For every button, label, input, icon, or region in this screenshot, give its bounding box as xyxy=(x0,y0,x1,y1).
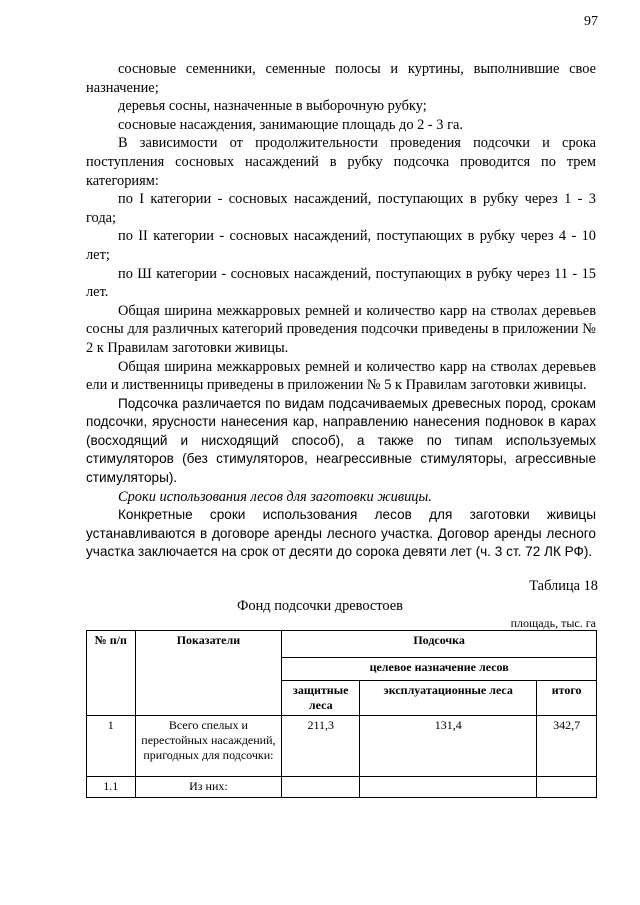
table-number: Таблица 18 xyxy=(529,578,598,594)
paragraph-categories-intro: В зависимости от продолжительности проведения подсочки и срока поступления сосновых насаждений в рубку подсочка проводится по трем категориям: xyxy=(86,135,596,189)
table-title: Фонд подсочки древостоев xyxy=(237,598,403,614)
paragraph-lease-terms: Конкретные сроки использования лесов для заготовки живицы устанавливаются в договоре аренды лесного участка. Договор аренды лесного участка заключается на срок от десяти до сорока девяти лет (ч. 3 ст. 72 ЛК РФ). xyxy=(86,507,596,560)
page-number: 97 xyxy=(584,14,598,29)
body-text xyxy=(86,60,596,562)
cell-total: 342,7 xyxy=(537,716,597,777)
cell-num: 1.1 xyxy=(87,777,136,798)
paragraph-small-stands: сосновые насаждения, занимающие площадь до 2 - 3 га. xyxy=(118,116,463,133)
paragraph-pine-belts: Общая ширина межкарровых ремней и количество карр на стволах деревьев сосны для различных категорий проведения подсочки приведены в приложении № 2 к Правилам заготовки живицы. xyxy=(86,302,596,356)
header-exploitation: эксплуатационные леса xyxy=(360,681,537,716)
cell-protective xyxy=(282,777,360,798)
cell-exploitation xyxy=(360,777,537,798)
section-heading-terms: Сроки использования лесов для заготовки живицы. xyxy=(118,488,432,505)
header-tapping: Подсочка xyxy=(282,631,597,658)
table-row xyxy=(87,716,597,777)
header-purpose: целевое назначение лесов xyxy=(282,658,597,681)
cell-indicator: Из них: xyxy=(135,777,282,798)
table-header-row xyxy=(87,631,597,658)
cell-indicator: Всего спелых и перестойных насаждений, пригодных для подсочки: xyxy=(135,716,282,777)
cell-num: 1 xyxy=(87,716,136,777)
paragraph-category-3: по Ш категории - сосновых насаждений, поступающих в рубку через 11 - 15 лет. xyxy=(86,265,596,301)
cell-total xyxy=(537,777,597,798)
cell-exploitation: 131,4 xyxy=(360,716,537,777)
cell-protective: 211,3 xyxy=(282,716,360,777)
paragraph-category-2: по II категории - сосновых насаждений, поступающих в рубку через 4 - 10 лет; xyxy=(86,228,596,263)
header-indicator: Показатели xyxy=(135,631,282,716)
paragraph-category-1: по I категории - сосновых насаждений, поступающих в рубку через 1 - 3 года; xyxy=(86,191,596,226)
paragraph-seed-stands: сосновые семенники, семенные полосы и куртины, выполнившие свое назначение; xyxy=(86,61,596,96)
paragraph-spruce-larch-belts: Общая ширина межкарровых ремней и количество карр на стволах деревьев ели и лиственницы приведены в приложении № 5 к Правилам заготовки живицы. xyxy=(86,358,596,394)
table-units: площадь, тыс. га xyxy=(510,616,596,630)
tapping-fund-table xyxy=(86,630,597,798)
paragraph-selective-felling: деревья сосны, назначенные в выборочную рубку; xyxy=(118,98,427,115)
table-row xyxy=(87,777,597,798)
header-total: итого xyxy=(537,681,597,716)
paragraph-tapping-types: Подсочка различается по видам подсачиваемых древесных пород, срокам подсочки, ярусности нанесения кар, направлению нанесения подновок в карах (восходящий и нисходящий способ), а также по типам используемых стимуляторов (без стимуляторов, неагрессивные стимуляторы, агрессивные стимуляторы). xyxy=(86,395,596,486)
header-num: № п/п xyxy=(87,631,136,716)
header-protective: защитные леса xyxy=(282,681,360,716)
